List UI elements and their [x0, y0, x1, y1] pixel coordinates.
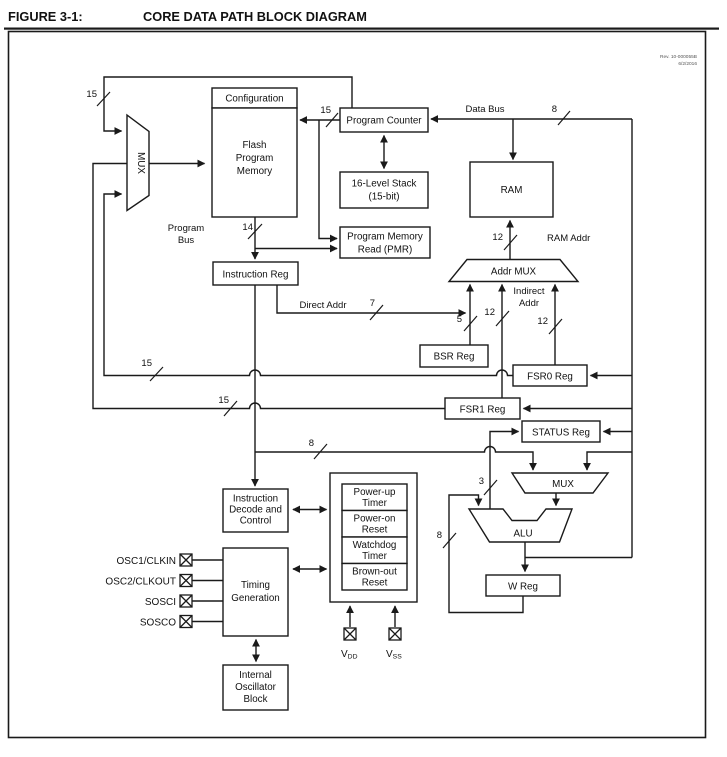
width-direct-addr: 7	[369, 298, 375, 309]
title-underline	[4, 28, 719, 30]
power-up-timer-line1: Power-up	[353, 487, 396, 498]
fsr0-reg-label: FSR0 Reg	[527, 371, 573, 383]
figure-title: CORE DATA PATH BLOCK DIAGRAM	[143, 9, 367, 24]
wire-pc-to-pmr	[319, 120, 337, 239]
osc1-pin-label: OSC1/CLKIN	[116, 556, 176, 567]
data-bus-label: Data Bus	[465, 104, 505, 115]
instruction-decode-line2: Decode and	[229, 504, 282, 516]
sosco-pin-label: SOSCO	[139, 617, 176, 629]
flash-label-line2: Program	[235, 153, 274, 164]
ram-label: RAM	[500, 185, 523, 196]
instruction-decode-line1: Instruction	[232, 493, 279, 505]
width-wreg-feedback: 8	[436, 530, 442, 541]
sosci-pin-icon	[180, 595, 192, 607]
width-literal: 8	[308, 438, 314, 449]
osc1-pin-icon	[180, 554, 192, 566]
blocks	[127, 88, 608, 710]
power-up-timer-line2: Timer	[362, 498, 387, 509]
alu-label: ALU	[513, 528, 533, 540]
sosci-pin-label: SOSCI	[144, 597, 176, 608]
fsr1-reg-label: FSR1 Reg	[459, 404, 506, 416]
figure-number: FIGURE 3-1:	[8, 9, 83, 24]
instruction-decode-line3: Control	[239, 515, 272, 527]
width-fsr1-indirect: 12	[484, 307, 495, 318]
vss-pin-icon	[389, 628, 401, 640]
vss-pin-label	[386, 649, 402, 661]
width-fsr0-bus: 15	[141, 358, 152, 369]
internal-oscillator-line1: Internal	[239, 670, 272, 681]
configuration-label: Configuration	[225, 93, 284, 105]
revision-note-line1: Rev. 10-000055B	[660, 55, 697, 60]
internal-oscillator-line3: Block	[243, 694, 268, 705]
pc-mux-label: MUX	[135, 152, 146, 174]
figure-border	[9, 32, 706, 738]
osc2-pin-label: OSC2/CLKOUT	[105, 576, 176, 588]
stack-label-line2: (15-bit)	[368, 191, 400, 203]
program-counter-label: Program Counter	[346, 115, 422, 127]
vdd-pin-label	[341, 649, 358, 661]
timing-generation-line2: Generation	[231, 593, 280, 604]
wire-data-bus-to-alu-mux	[587, 452, 632, 470]
width-fsr1-bus: 15	[218, 395, 229, 406]
width-flash-out: 14	[242, 222, 253, 233]
flash-label-line3: Memory	[236, 166, 273, 177]
program-bus-label-line1: Program	[167, 223, 205, 234]
program-bus-label-line2: Bus	[177, 235, 195, 246]
width-pc-to-flash: 15	[320, 105, 331, 116]
width-fsr0-indirect: 12	[537, 316, 548, 327]
width-ram-addr: 12	[492, 232, 503, 243]
slash-fsr0-bus	[150, 367, 163, 381]
direct-addr-label: Direct Addr	[299, 300, 347, 311]
instruction-reg-label: Instruction Reg	[222, 269, 289, 281]
watchdog-timer-line2: Timer	[362, 551, 387, 562]
slash-data-bus	[558, 111, 570, 125]
osc2-pin-icon	[180, 575, 192, 587]
width-pc-loop: 15	[86, 89, 97, 100]
pmr-label-line1: Program Memory	[347, 231, 423, 243]
ram-addr-label: RAM Addr	[547, 233, 591, 244]
status-reg-label: STATUS Reg	[532, 427, 590, 439]
brown-out-reset-line1: Brown-out	[352, 566, 397, 578]
vdd-pin-icon	[344, 628, 356, 640]
stack-block	[340, 172, 428, 208]
internal-oscillator-line2: Oscillator	[235, 682, 276, 693]
power-on-reset-line1: Power-on	[353, 513, 396, 525]
vss-base: V	[386, 649, 393, 660]
vdd-sub: DD	[347, 653, 358, 661]
w-reg-label: W Reg	[508, 581, 538, 593]
indirect-addr-label-line2: Addr	[518, 298, 540, 309]
wire-alu-to-status	[490, 432, 519, 510]
revision-note-line2: 6/2/2016	[678, 62, 697, 67]
sosco-pin-icon	[180, 616, 192, 628]
stack-label-line1: 16-Level Stack	[351, 178, 417, 190]
vss-sub: SS	[392, 653, 402, 661]
wire-literal-to-alu-mux	[255, 447, 533, 470]
bsr-reg-label: BSR Reg	[433, 351, 475, 363]
timing-generation-block	[223, 548, 288, 636]
bit-width-marks	[86, 89, 570, 548]
timing-generation-line1: Timing	[240, 580, 271, 591]
addr-mux-label: Addr MUX	[490, 266, 537, 278]
alu-mux-label: MUX	[552, 479, 574, 490]
width-data-bus: 8	[551, 104, 557, 115]
brown-out-reset-line2: Reset	[361, 577, 388, 589]
width-bsr: 5	[456, 314, 462, 325]
watchdog-timer-line1: Watchdog	[352, 540, 397, 551]
pmr-label-line2: Read (PMR)	[357, 244, 413, 256]
power-on-reset-line2: Reset	[361, 524, 388, 536]
flash-label-line1: Flash	[242, 140, 267, 151]
indirect-addr-label-line1: Indirect	[513, 286, 545, 297]
width-status-flags: 3	[478, 476, 484, 487]
vdd-base: V	[341, 649, 348, 660]
